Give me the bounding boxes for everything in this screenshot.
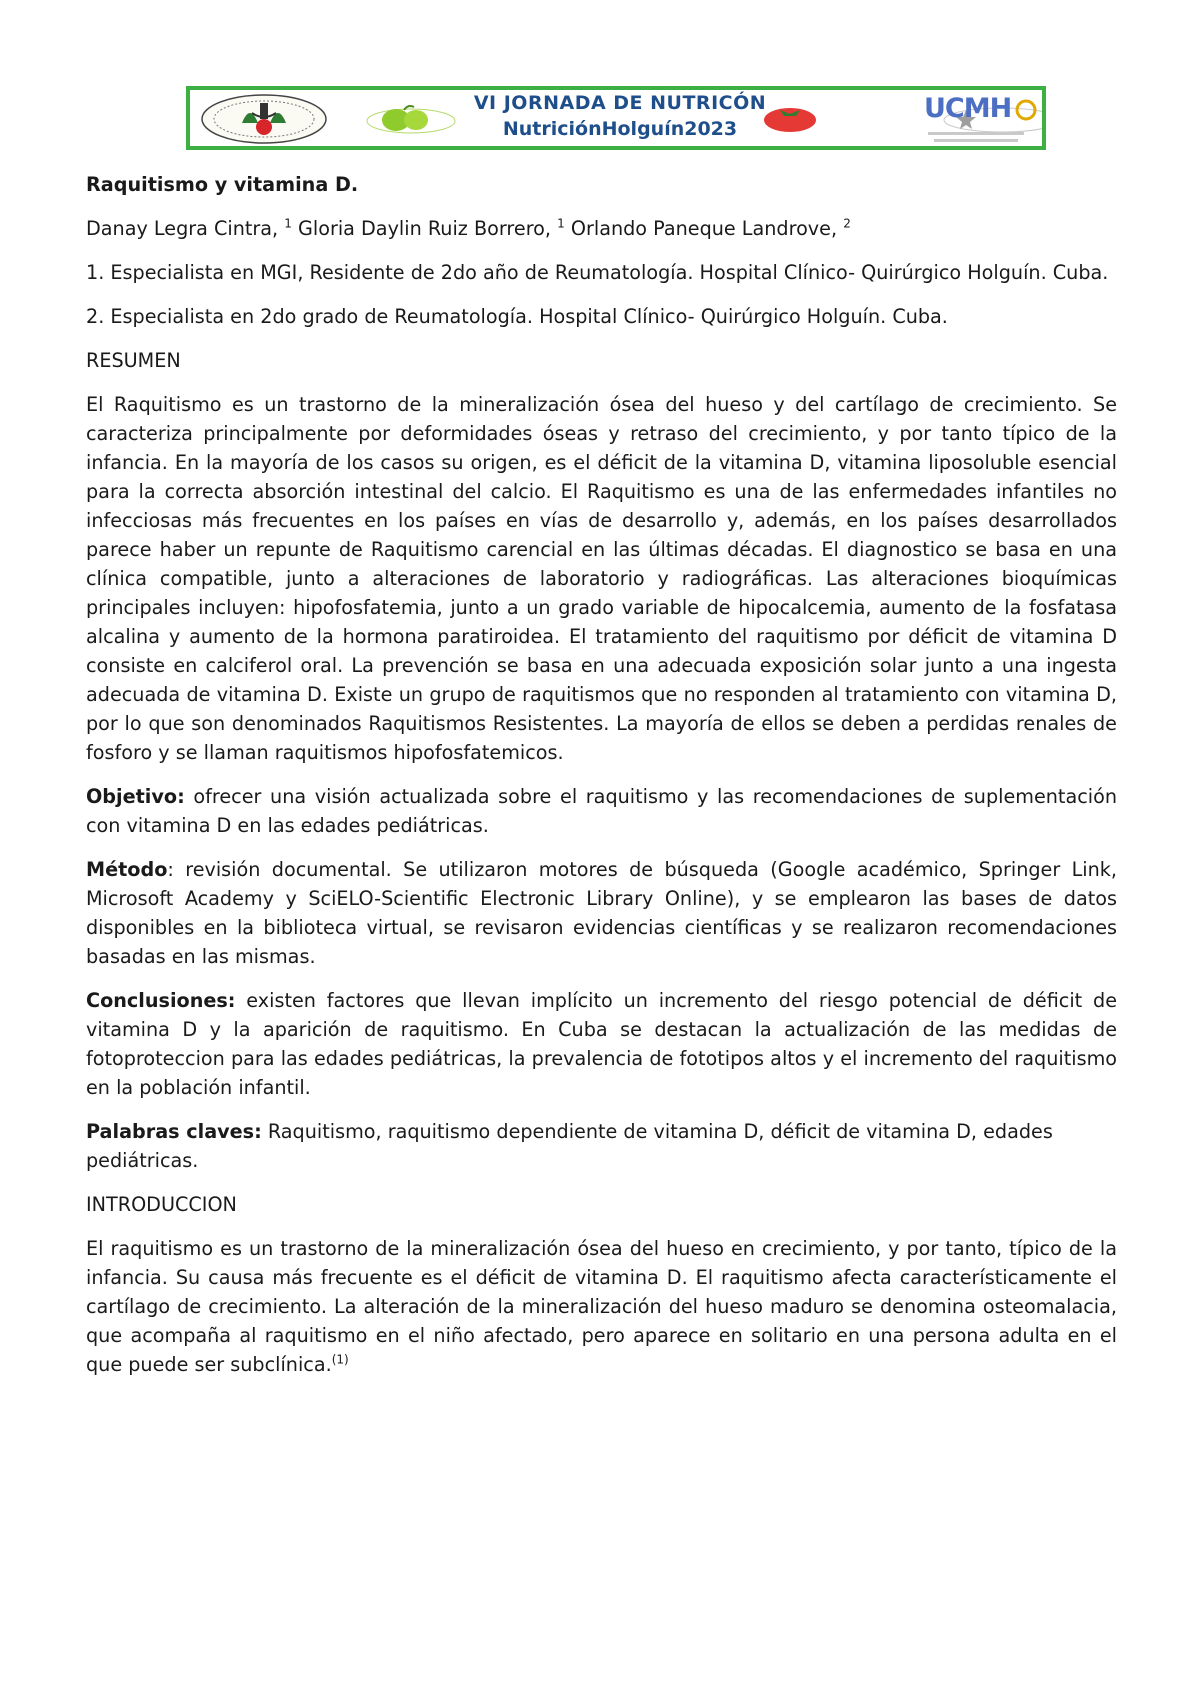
palabras-claves-text: Raquitismo, raquitismo dependiente de vitamina D, déficit de vitamina D, edades pediátricas. bbox=[86, 1120, 1053, 1172]
author-affiliation-mark: 1 bbox=[557, 216, 565, 231]
objetivo-text: ofrecer una visión actualizada sobre el raquitismo y las recomendaciones de suplementación con vitamina D en las edades pediátricas. bbox=[86, 785, 1117, 837]
author-affiliation-mark: 2 bbox=[843, 216, 851, 231]
conference-banner bbox=[186, 86, 1046, 150]
article-title: Raquitismo y vitamina D. bbox=[86, 173, 359, 196]
introduccion-heading: INTRODUCCION bbox=[86, 1193, 237, 1216]
banner-title: VI JORNADA DE NUTRICÓN bbox=[473, 92, 767, 114]
introduccion-text: El raquitismo es un trastorno de la mineralización ósea del hueso en crecimiento, y por tanto, típico de la infancia. Su causa más frecuente es el déficit de vitamina D. El raquitismo afecta característicamente el cartílago de crecimiento. La alteración de la mineralización del hueso maduro se denomina osteomalacia, que acompaña al raquitismo en el niño afectado, pero aparece en solitario en una persona adulta en el que puede ser subclínica. bbox=[86, 1237, 1117, 1376]
resumen-paragraph: El Raquitismo es un trastorno de la mineralización ósea del hueso y del cartílago de crecimiento. Se caracteriza principalmente por deformidades óseas y retraso del crecimiento, y por tanto típico de la infancia. En la mayoría de los casos su origen, es el déficit de la vitamina D, vitamina liposoluble esencial para la correcta absorción intestinal del calcio. El Raquitismo es una de las enfermedades infantiles no infecciosas más frecuentes en los países en vías de desarrollo y, además, en los países desarrollados parece haber un repunte de Raquitismo carencial en las últimas décadas. El diagnostico se basa en una clínica compatible, junto a alteraciones de laboratorio y radiográficas. Las alteraciones bioquímicas principales incluyen: hipofosfatemia, junto a un grado variable de hipocalcemia, aumento de la fosfatasa alcalina y aumento de la hormona paratiroidea. El tratamiento del raquitismo por déficit de vitamina D consiste en calciferol oral. La prevención se basa en una adecuada exposición solar junto a una ingesta adecuada de vitamina D. Existe un grupo de raquitismos que no responden al tratamiento con vitamina D, por lo que son denominados Raquitismos Resistentes. La mayoría de ellos se deben a perdidas renales de fosforo y se llaman raquitismos hipofosfatemicos. bbox=[86, 393, 1117, 764]
banner-subtitle: NutriciónHolguín2023 bbox=[502, 118, 738, 140]
objetivo-label: Objetivo: bbox=[86, 785, 185, 808]
introduccion-paragraph bbox=[86, 1234, 1117, 1379]
author-name: Orlando Paneque Landrove, bbox=[570, 217, 838, 240]
article-body bbox=[86, 170, 1117, 1394]
metodo-paragraph bbox=[86, 855, 1117, 971]
conclusiones-label: Conclusiones: bbox=[86, 989, 236, 1012]
author-name: Danay Legra Cintra, bbox=[86, 217, 279, 240]
author-list bbox=[86, 214, 1117, 243]
reference-mark: (1) bbox=[331, 1352, 349, 1367]
objetivo-paragraph bbox=[86, 782, 1117, 840]
affiliation-2: 2. Especialista en 2do grado de Reumatología. Hospital Clínico- Quirúrgico Holguín. Cuba. bbox=[86, 305, 948, 328]
conclusiones-text: existen factores que llevan implícito un incremento del riesgo potencial de déficit de vitamina D y la aparición de raquitismo. En Cuba se destacan la actualización de las medidas de fotoproteccion para las edades pediátricas, la prevalencia de fototipos altos y el incremento del raquitismo en la población infantil. bbox=[86, 989, 1117, 1099]
university-seal-logo bbox=[198, 93, 330, 145]
author-name: Gloria Daylin Ruiz Borrero, bbox=[298, 217, 552, 240]
palabras-claves-label: Palabras claves: bbox=[86, 1120, 262, 1143]
resumen-heading: RESUMEN bbox=[86, 349, 181, 372]
ucmh-logo-text: UCMH bbox=[924, 93, 1012, 124]
metodo-label: Método bbox=[86, 858, 168, 881]
affiliation-1: 1. Especialista en MGI, Residente de 2do año de Reumatología. Hospital Clínico- Quirúrgico Holguín. Cuba. bbox=[86, 261, 1109, 284]
conclusiones-paragraph bbox=[86, 986, 1117, 1102]
palabras-claves-paragraph bbox=[86, 1117, 1091, 1175]
author-affiliation-mark: 1 bbox=[284, 216, 292, 231]
metodo-text: : revisión documental. Se utilizaron motores de búsqueda (Google académico, Springer Link, Microsoft Academy y SciELO-Scientific Electronic Library Online), y se emplearon las bases de datos disponibles en la biblioteca virtual, se revisaron evidencias científicas y se realizaron recomendaciones basadas en las mismas. bbox=[86, 858, 1117, 968]
